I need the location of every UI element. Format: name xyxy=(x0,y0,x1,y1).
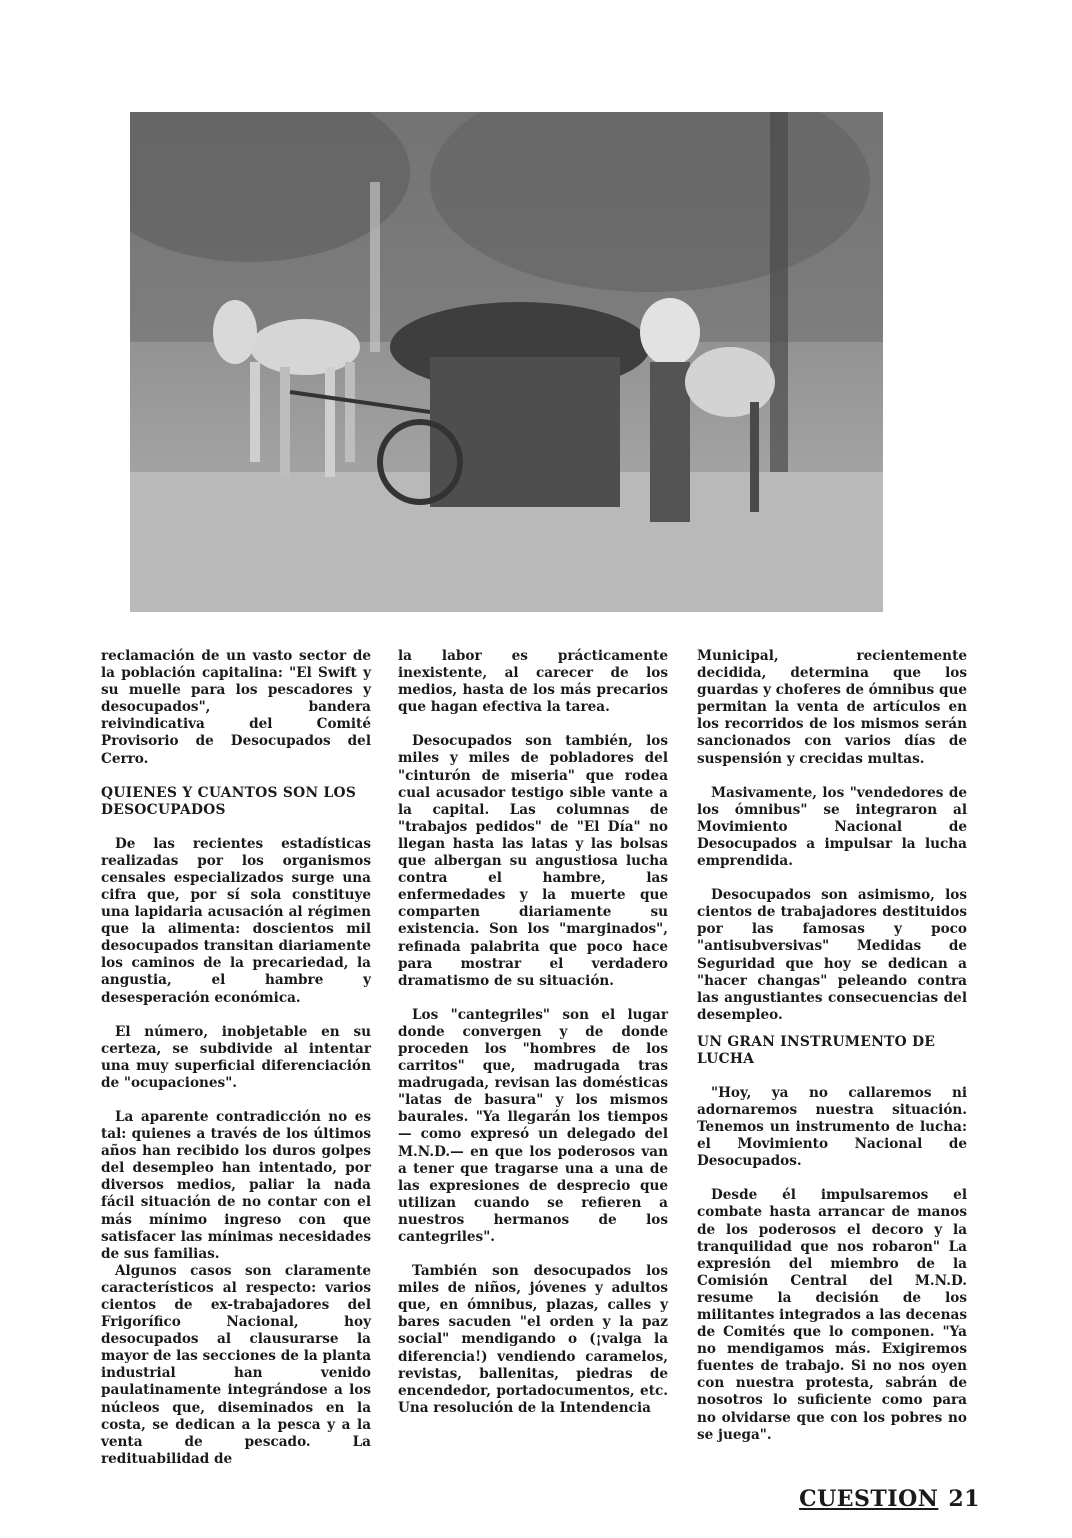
paragraph: la labor es prácticamente inexistente, al carecer de los medios, hasta de los más precarios que hagan efectiva la tarea. xyxy=(398,648,668,716)
page-footer xyxy=(799,1486,980,1512)
paragraph: El número, inobjetable en su certeza, se subdivide al intentar una muy superficial diferenciación de "ocupaciones". xyxy=(101,1023,371,1091)
paragraph: "Hoy, ya no callaremos ni adornaremos nuestra situación. Tenemos un instrumento de lucha: el Movimiento Nacional de Desocupados. xyxy=(697,1084,967,1170)
paragraph: reclamación de un vasto sector de la población capitalina: "El Swift y su muelle para los pescadores y desocupados", bandera reivindicativa del Comité Provisorio de Desocupados del Cerro. xyxy=(101,648,371,767)
paragraph: Municipal, recientemente decidida, determina que los guardas y choferes de ómnibus que permitan la venta de artículos en los recorridos de los mismos serán sancionados con varios días de suspensión y crecidas multas. xyxy=(697,648,967,767)
paragraph: La aparente contradicción no es tal: quienes a través de los últimos años han recibido los duros golpes del desempleo han intentado, por diversos medios, paliar la nada fácil situación de no contar con el más mínimo ingreso con que satisfacer las mínimas necesidades de sus familias. xyxy=(101,1108,371,1262)
paragraph: También son desocupados los miles de niños, jóvenes y adultos que, en ómnibus, plazas, calles y bares sacuden "el orden y la paz social" mendigando o (¡valga la diferencia!) vendiendo caramelos, revistas, ballenitas, piedras de encendedor, portadocumentos, etc. Una resolución de la Intendencia xyxy=(398,1263,668,1416)
paragraph: Masivamente, los "vendedores de los ómnibus" se integraron al Movimiento Nacional de Desocupados a impulsar la lucha emprendida. xyxy=(697,784,967,870)
magazine-name: CUESTION xyxy=(799,1486,939,1512)
section-heading: UN GRAN INSTRUMENTO DE LUCHA xyxy=(697,1033,936,1067)
article-photo xyxy=(130,112,883,612)
paragraph: Desocupados son también, los miles y miles de pobladores del "cinturón de miseria" que rodea cual acusador testigo sible vante a la capital. Las columnas de "trabajos pedidos" de "El Día" no llegan hasta las latas y las bolsas que albergan su angustiosa lucha contra el hambre, las enfermedades y la muerte que comparten diariamente su existencia. Son los "marginados", refinada palabrita que poco hace para mostrar el verdadero dramatismo de su situación. xyxy=(398,733,668,989)
page-number: 21 xyxy=(948,1486,980,1512)
paragraph: Los "cantegriles" son el lugar donde convergen y de donde proceden los "hombres de los carritos" que, madrugada tras madrugada, revisan las domésticas "latas de basura" y los mismos baurales. "Ya llegarán los tiempos — como expresó un delegado del M.N.D.— en que los poderosos van a tener que tragarse una a una de las expresiones de desprecio que utilizan cuando se refieren a nuestros hermanos de los cantegriles". xyxy=(398,1006,668,1245)
article-column-3 xyxy=(697,648,967,1461)
horse-cart-photo-icon xyxy=(130,112,883,612)
paragraph: Desde él impulsaremos el combate hasta arrancar de manos de los poderosos el decoro y la tranquilidad que nos robaron" La expresión del miembro de la Comisión Central del M.N.D. resume la decisión de los militantes integrados a las decenas de Comités que lo componen. "Ya no mendigamos más. Exigiremos fuentes de trabajo. Si no nos oyen con nuestra protesta, sabrán de nosotros lo suficiente como para no olvidarse que con los pobres no se juega". xyxy=(697,1187,967,1443)
article-column-2 xyxy=(398,648,668,1434)
paragraph: Algunos casos son claramente característicos al respecto: varios cientos de ex-trabajadores del Frigorífico Nacional, hoy desocupados al clausurarse la mayor de las secciones de la planta industrial han venido paulatinamente integrándose a los núcleos que, diseminados en la costa, se dedican a la pesca y a la venta de pescado. La redituabilidad de xyxy=(101,1262,371,1467)
paragraph: Desocupados son asimismo, los cientos de trabajadores destituidos por las famosas y poco "antisubversivas" Medidas de Seguridad que hoy se dedican a "hacer changas" peleando contra las angustiantes consecuencias del desempleo. xyxy=(697,887,967,1023)
article-column-1 xyxy=(101,648,371,1485)
section-heading: QUIENES Y CUANTOS SON LOS DESOCUPADOS xyxy=(101,784,357,818)
paragraph: De las recientes estadísticas realizadas por los organismos censales especializados surge una cifra que, por sí sola constituye una lapidaria acusación al régimen que la alimenta: doscientos mil desocupados transitan diariamente los caminos de la precariedad, la angustia, el hambre y desesperación económica. xyxy=(101,835,371,1006)
